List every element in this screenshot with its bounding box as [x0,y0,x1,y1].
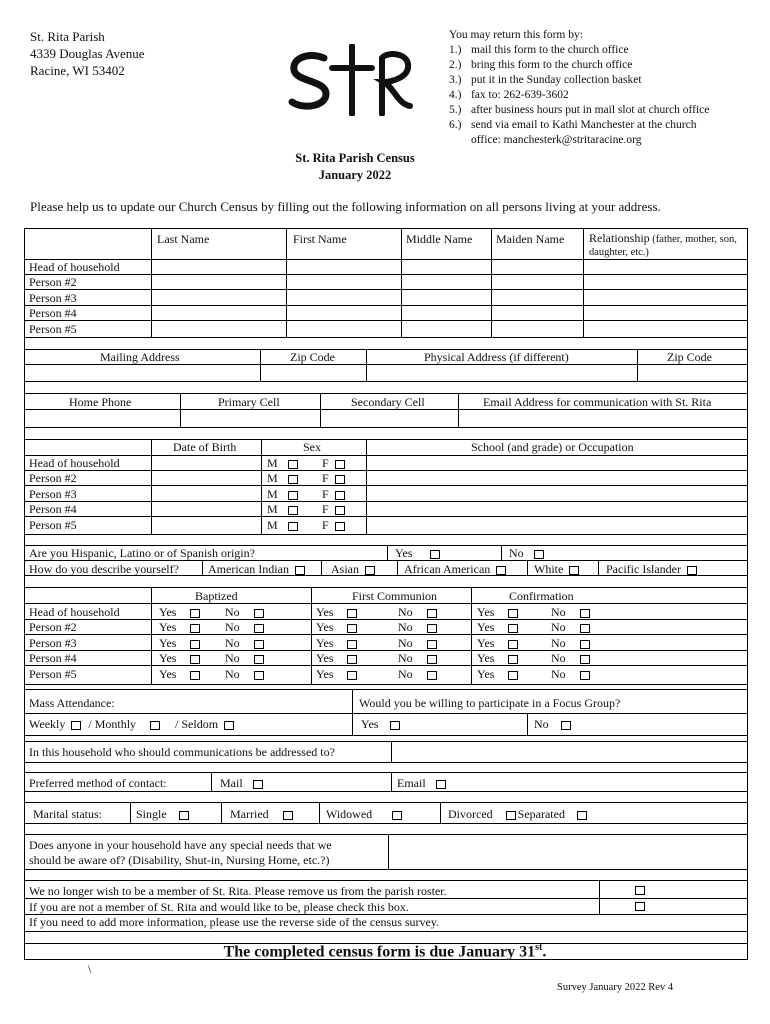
marital-option: Divorced Separated [448,807,587,822]
confirmation-no-checkbox[interactable] [580,671,590,680]
confirmation-yes-checkbox[interactable] [508,640,518,649]
first-communion-header: First Communion [352,589,438,603]
marital-status-label: Marital status: [33,807,102,821]
remove-member-text: We no longer wish to be a member of St. Rita. Please remove us from the parish roster. [29,884,447,898]
communion-yes: Yes [316,605,357,620]
baptized-no-checkbox[interactable] [254,640,264,649]
return-instructions [449,28,709,148]
marital-option: Widowed [326,807,402,822]
sex-female: F [322,456,345,471]
baptized-header: Baptized [195,589,238,603]
female-checkbox[interactable] [335,475,345,484]
race-checkbox[interactable] [687,566,697,575]
baptized-yes-checkbox[interactable] [190,655,200,664]
mass-attendance-label: Mass Attendance: [29,696,115,710]
sex-male: M [267,456,298,471]
focus-group-question: Would you be willing to participate in a Focus Group? [359,696,621,710]
row-label: Person #2 [29,275,77,289]
communion-no: No [398,667,437,682]
return-item: 4.) fax to: 262-639-3602 [449,89,569,101]
row-label: Person #2 [29,620,77,634]
mailing-address-header: Mailing Address [100,350,180,364]
form-date: January 2022 [318,168,392,182]
communion-no: No [398,636,437,651]
communion-yes: Yes [316,667,357,682]
zip-code-header-2: Zip Code [667,350,712,364]
maiden-name-header: Maiden Name [496,232,565,246]
confirmation-no-checkbox[interactable] [580,609,590,618]
confirmation-no: No [551,667,590,682]
row-label: Person #4 [29,306,77,320]
form-title: St. Rita Parish Census [295,151,415,165]
row-label: Head of household [29,260,120,274]
married-checkbox[interactable] [283,811,293,820]
communion-yes-checkbox[interactable] [347,655,357,664]
communion-no-checkbox[interactable] [427,671,437,680]
communion-no: No [398,651,437,666]
baptized-yes-checkbox[interactable] [190,624,200,633]
confirmation-yes: Yes [477,636,518,651]
hispanic-yes-checkbox[interactable] [430,550,440,559]
female-checkbox[interactable] [335,522,345,531]
communion-no-checkbox[interactable] [427,640,437,649]
sex-female: F [322,518,345,533]
focus-no-checkbox[interactable] [561,721,571,730]
return-item: 6.) send via email to Kathi Manchester at the church [449,119,697,131]
baptized-no: No [225,667,264,682]
sex-female: F [322,471,345,486]
communion-yes-checkbox[interactable] [347,609,357,618]
baptized-yes: Yes [159,651,200,666]
intro-text: Please help us to update our Church Census by filling out the following information on all persons living at your address. [30,199,661,214]
secondary-cell-header: Secondary Cell [351,395,425,409]
hispanic-no-checkbox[interactable] [534,550,544,559]
communion-yes: Yes [316,636,357,651]
row-label: Person #3 [29,636,77,650]
row-label: Head of household [29,456,120,470]
race-option: American Indian [208,562,305,577]
confirmation-yes: Yes [477,620,518,635]
return-item: 1.) mail this form to the church office [449,44,629,56]
race-checkbox[interactable] [569,566,579,575]
row-label: Person #4 [29,651,77,665]
male-checkbox[interactable] [288,522,298,531]
female-checkbox[interactable] [335,491,345,500]
baptized-no: No [225,636,264,651]
st-rita-logo [286,44,418,116]
baptized-yes: Yes [159,667,200,682]
male-checkbox[interactable] [288,460,298,469]
footer-revision: Survey January 2022 Rev 4 [557,982,674,993]
sex-header: Sex [303,440,321,454]
female-checkbox[interactable] [335,460,345,469]
monthly-checkbox[interactable] [150,721,160,730]
sex-male: M [267,502,298,517]
focus-no: No [534,717,571,732]
physical-address-header: Physical Address (if different) [424,350,569,364]
baptized-yes: Yes [159,620,200,635]
contact-method-label: Preferred method of contact: [29,776,167,790]
female-checkbox[interactable] [335,506,345,515]
return-item: 2.) bring this form to the church office [449,59,633,71]
focus-yes: Yes [361,717,400,732]
confirmation-no: No [551,651,590,666]
communion-yes: Yes [316,620,357,635]
race-option: Pacific Islander [606,562,697,577]
first-name-header: First Name [293,232,347,246]
communion-no-checkbox[interactable] [427,609,437,618]
confirmation-no-checkbox[interactable] [580,640,590,649]
home-phone-header: Home Phone [69,395,132,409]
marital-option: Single [136,807,189,822]
marital-option: Married [230,807,293,822]
email-header: Email Address for communication with St. Rita [483,395,712,409]
primary-cell-header: Primary Cell [218,395,280,409]
sex-female: F [322,487,345,502]
separated-checkbox[interactable] [577,811,587,820]
confirmation-no: No [551,605,590,620]
confirmation-yes: Yes [477,667,518,682]
race-checkbox[interactable] [496,566,506,575]
sex-female: F [322,502,345,517]
seldom-checkbox[interactable] [224,721,234,730]
row-label: Person #5 [29,322,77,336]
baptized-no-checkbox[interactable] [254,671,264,680]
confirmation-no-checkbox[interactable] [580,655,590,664]
zip-code-header: Zip Code [290,350,335,364]
return-item-continuation: office: manchesterk@stritaracine.org [471,134,642,146]
baptized-no: No [225,651,264,666]
baptized-no: No [225,620,264,635]
sex-male: M [267,518,298,533]
mail-checkbox[interactable] [253,780,263,789]
hispanic-yes: Yes [395,546,440,561]
communion-yes: Yes [316,651,357,666]
row-label: Person #3 [29,487,77,501]
contact-mail: Mail [220,776,263,791]
sex-male: M [267,487,298,502]
confirmation-header: Confirmation [509,589,574,603]
row-label: Person #3 [29,291,77,305]
hispanic-question: Are you Hispanic, Latino or of Spanish origin? [29,546,255,560]
confirmation-no: No [551,620,590,635]
middle-name-header: Middle Name [406,232,473,246]
describe-question: How do you describe yourself? [29,562,179,576]
baptized-no-checkbox[interactable] [254,655,264,664]
due-date-notice: The completed census form is due January 31st. [223,942,547,961]
communion-yes-checkbox[interactable] [347,640,357,649]
row-label: Person #2 [29,471,77,485]
confirmation-yes-checkbox[interactable] [508,609,518,618]
baptized-no-checkbox[interactable] [254,609,264,618]
return-item: 5.) after business hours put in mail slot at church office [449,104,710,116]
confirmation-yes: Yes [477,605,518,620]
baptized-yes-checkbox[interactable] [190,609,200,618]
dob-header: Date of Birth [173,440,237,454]
more-info-text: If you need to add more information, please use the reverse side of the census survey. [29,915,440,929]
hispanic-no: No [509,546,544,561]
parish-street: 4339 Douglas Avenue [30,46,145,61]
communion-no: No [398,620,437,635]
last-name-header: Last Name [157,232,210,246]
special-needs-line1: Does anyone in your household have any special needs that we [29,838,332,852]
communion-yes-checkbox[interactable] [347,671,357,680]
parish-city: Racine, WI 53402 [30,63,125,78]
row-label: Person #4 [29,502,77,516]
confirmation-yes-checkbox[interactable] [508,671,518,680]
communications-question: In this household who should communications be addressed to? [29,745,335,759]
baptized-no: No [225,605,264,620]
divorced-checkbox[interactable] [506,811,516,820]
communion-no-checkbox[interactable] [427,655,437,664]
return-heading: You may return this form by: [449,29,583,41]
confirmation-yes-checkbox[interactable] [508,655,518,664]
baptized-yes: Yes [159,636,200,651]
join-member-text: If you are not a member of St. Rita and would like to be, please check this box. [29,900,409,914]
school-header: School (and grade) or Occupation [471,440,634,454]
confirmation-yes: Yes [477,651,518,666]
focus-yes-checkbox[interactable] [390,721,400,730]
widowed-checkbox[interactable] [392,811,402,820]
confirmation-no: No [551,636,590,651]
male-checkbox[interactable] [288,491,298,500]
communion-no: No [398,605,437,620]
mass-options: Weekly / Monthly / Seldom [29,717,234,732]
contact-email: Email [397,776,446,791]
confirmation-no-checkbox[interactable] [580,624,590,633]
parish-address [30,28,145,79]
race-option: Asian [331,562,375,577]
row-label: Person #5 [29,667,77,681]
relationship-header: Relationship (father, mother, son, daughter, etc.) [589,231,737,258]
census-form [24,228,748,960]
row-label: Person #5 [29,518,77,532]
single-checkbox[interactable] [179,811,189,820]
baptized-no-checkbox[interactable] [254,624,264,633]
join-member-checkbox[interactable] [635,902,645,911]
parish-name: St. Rita Parish [30,29,105,44]
male-checkbox[interactable] [288,506,298,515]
race-option: African American [404,562,506,577]
race-checkbox[interactable] [295,566,305,575]
remove-member-checkbox[interactable] [635,886,645,895]
baptized-yes: Yes [159,605,200,620]
communion-no-checkbox[interactable] [427,624,437,633]
race-option: White [534,562,579,577]
return-item: 3.) put it in the Sunday collection basket [449,74,642,86]
communion-yes-checkbox[interactable] [347,624,357,633]
male-checkbox[interactable] [288,475,298,484]
race-checkbox[interactable] [365,566,375,575]
stray-backslash: \ [88,962,92,976]
sex-male: M [267,471,298,486]
row-label: Head of household [29,605,120,619]
special-needs-line2: should be aware of? (Disability, Shut-in, Nursing Home, etc.?) [29,853,330,867]
weekly-checkbox[interactable] [71,721,81,730]
confirmation-yes-checkbox[interactable] [508,624,518,633]
baptized-yes-checkbox[interactable] [190,640,200,649]
email-checkbox[interactable] [436,780,446,789]
baptized-yes-checkbox[interactable] [190,671,200,680]
